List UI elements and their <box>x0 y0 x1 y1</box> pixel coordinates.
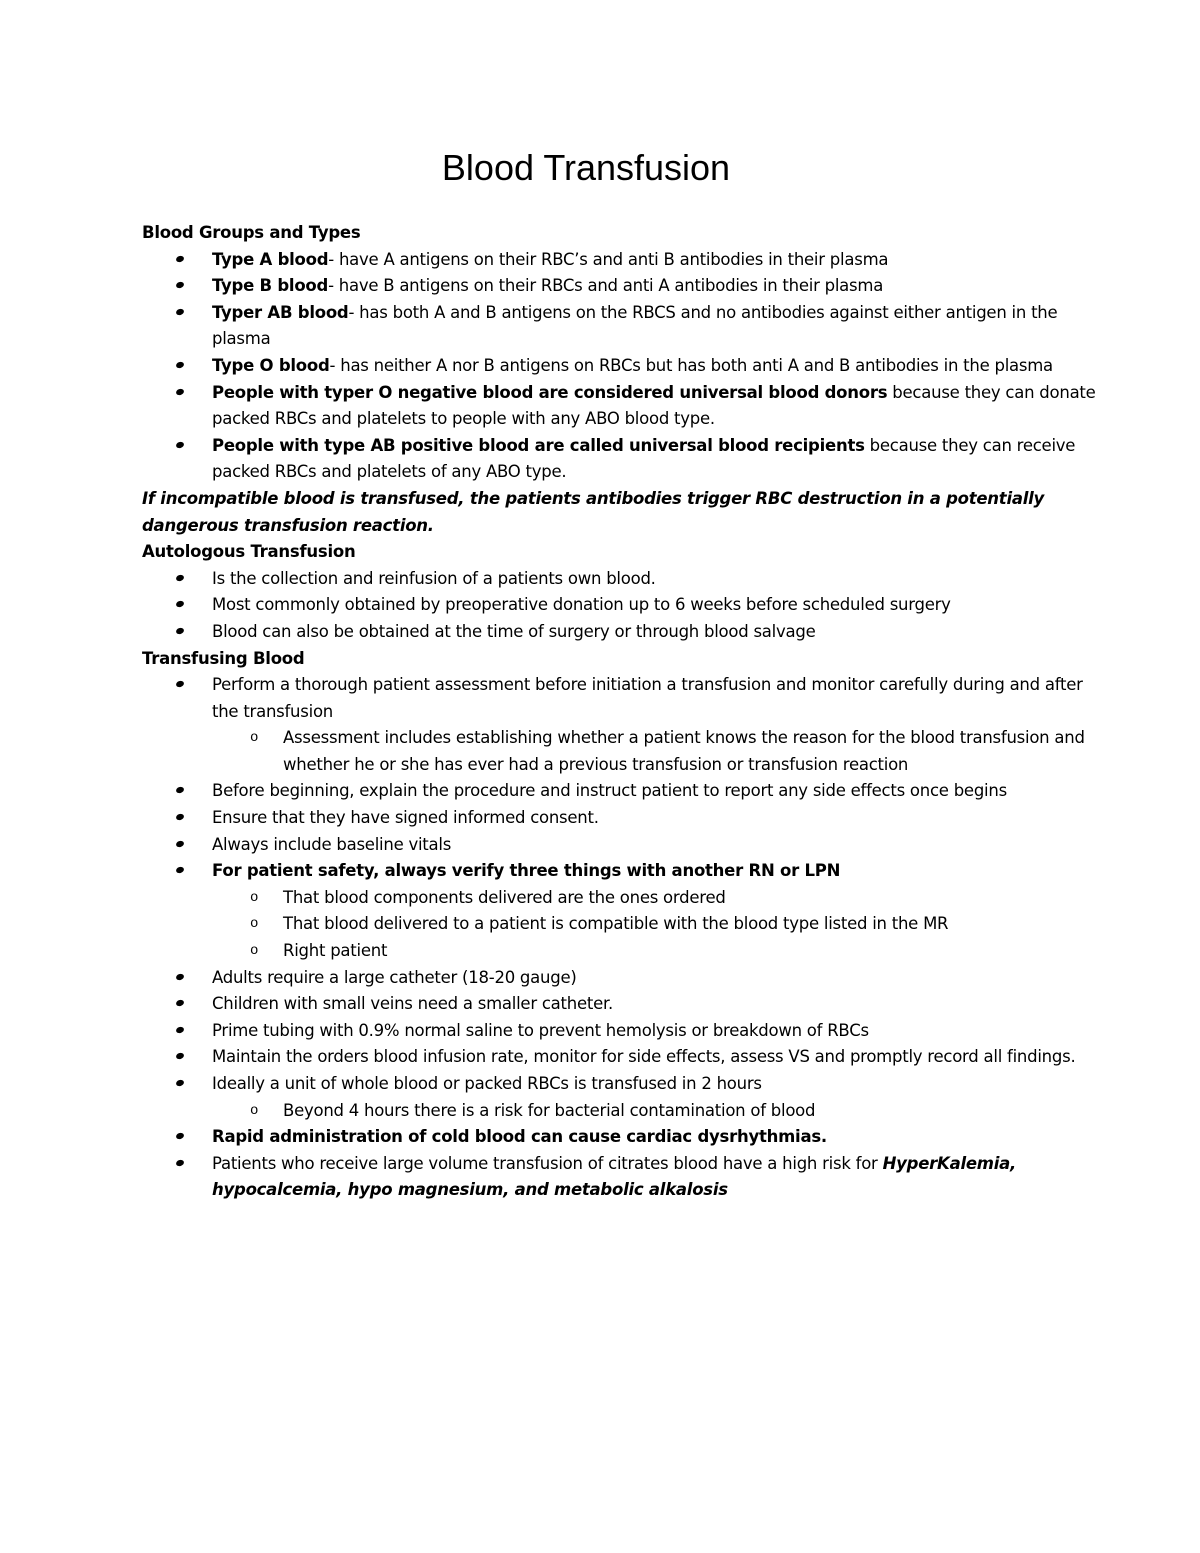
sub-list-item: o Right patient <box>142 938 1100 965</box>
list-item: Ensure that they have signed informed consent. <box>142 805 1100 832</box>
list-item: Prime tubing with 0.9% normal saline to prevent hemolysis or breakdown of RBCs <box>142 1018 1100 1045</box>
list-item: Type A blood- have A antigens on their RBC’s and anti B antibodies in their plasma <box>142 247 1100 274</box>
list-item: Before beginning, explain the procedure and instruct patient to report any side effects once begins <box>142 778 1100 805</box>
list-item: Perform a thorough patient assessment before initiation a transfusion and monitor carefully during and after the transfusion <box>142 672 1100 725</box>
list-item: Patients who receive large volume transfusion of citrates blood have a high risk for HyperKalemia, hypocalcemia, hypo magnesium, and metabolic alkalosis <box>142 1151 1100 1204</box>
list-item: Adults require a large catheter (18-20 gauge) <box>142 965 1100 992</box>
list-item: Most commonly obtained by preoperative donation up to 6 weeks before scheduled surgery <box>142 592 1100 619</box>
list-item: Type B blood- have B antigens on their RBCs and anti A antibodies in their plasma <box>142 273 1100 300</box>
list-item: Children with small veins need a smaller catheter. <box>142 991 1100 1018</box>
incompatibility-note: If incompatible blood is transfused, the patients antibodies trigger RBC destruction in a potentially dangerous transfusion reaction. <box>142 488 1045 535</box>
list-item: Always include baseline vitals <box>142 832 1100 859</box>
list-item: Ideally a unit of whole blood or packed RBCs is transfused in 2 hours <box>142 1071 1100 1098</box>
list-item: Is the collection and reinfusion of a patients own blood. <box>142 566 1100 593</box>
list-item: Typer AB blood- has both A and B antigens on the RBCS and no antibodies against either antigen in the plasma <box>142 300 1100 353</box>
sub-list-item: o Beyond 4 hours there is a risk for bacterial contamination of blood <box>142 1098 1100 1125</box>
sub-list-item: o That blood delivered to a patient is compatible with the blood type listed in the MR <box>142 911 1100 938</box>
transfusing-list <box>142 672 1100 1204</box>
sub-list-item: o That blood components delivered are the ones ordered <box>142 885 1100 912</box>
section-heading-transfusing: Transfusing Blood <box>142 648 305 668</box>
section-heading-autologous: Autologous Transfusion <box>142 542 356 562</box>
list-item: For patient safety, always verify three things with another RN or LPN <box>142 858 1100 885</box>
autologous-list <box>142 566 1100 646</box>
list-item: People with type AB positive blood are called universal blood recipients because they can receive packed RBCs and platelets of any ABO type. <box>142 433 1100 486</box>
blood-groups-list <box>142 247 1100 486</box>
list-item: Rapid administration of cold blood can cause cardiac dysrhythmias. <box>142 1124 1100 1151</box>
list-item: Maintain the orders blood infusion rate, monitor for side effects, assess VS and promptly record all findings. <box>142 1044 1100 1071</box>
list-item: People with typer O negative blood are considered universal blood donors because they can donate packed RBCs and platelets to people with any ABO blood type. <box>142 380 1100 433</box>
list-item: Type O blood- has neither A nor B antigens on RBCs but has both anti A and B antibodies in the plasma <box>142 353 1100 380</box>
sub-list-item: o Assessment includes establishing whether a patient knows the reason for the blood transfusion and whether he or she has ever had a previous transfusion or transfusion reaction <box>142 725 1100 778</box>
list-item: Blood can also be obtained at the time of surgery or through blood salvage <box>142 619 1100 646</box>
section-heading-blood-groups: Blood Groups and Types <box>142 223 361 242</box>
document-title: Blood Transfusion <box>441 147 731 188</box>
